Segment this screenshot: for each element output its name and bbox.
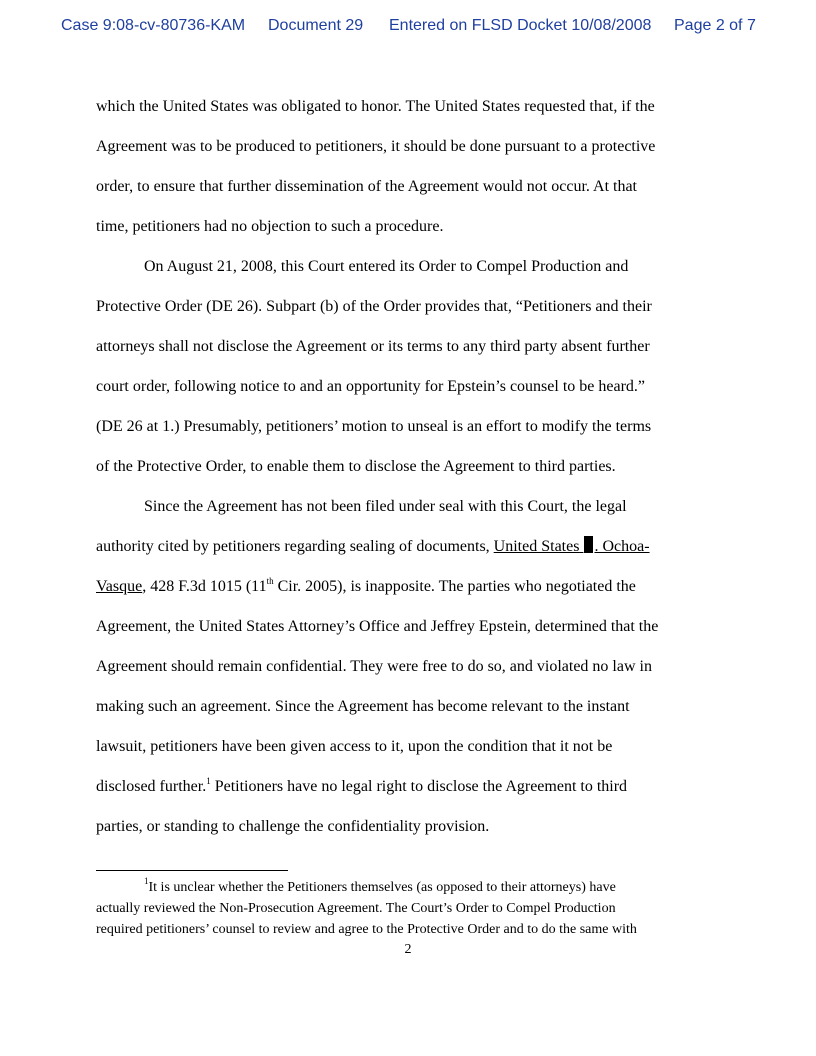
footnote-divider <box>96 870 288 871</box>
header-entered: Entered on FLSD Docket 10/08/2008 <box>389 17 652 34</box>
body-line-6: Protective Order (DE 26). Subpart (b) of the Order provides that, “Petitioners and their <box>96 298 652 315</box>
body-line-1: which the United States was obligated to honor. The United States requested that, if the <box>96 98 655 115</box>
line18-text-post: Petitioners have no legal right to disclose the Agreement to third <box>210 778 628 795</box>
body-line-4: time, petitioners had no objection to such a procedure. <box>96 218 444 235</box>
footnote-line-3: required petitioners’ counsel to review and agree to the Protective Order and to do the same with <box>96 922 637 937</box>
header-page: Page 2 of 7 <box>674 17 756 34</box>
footnote <box>96 877 720 940</box>
footnote-marker: 1 <box>144 876 149 886</box>
footnote-line-2: actually reviewed the Non-Prosecution Agreement. The Court’s Order to Compel Production <box>96 901 616 916</box>
header-case-number: Case 9:08-cv-80736-KAM <box>61 17 246 34</box>
redaction-block <box>584 536 593 553</box>
body-line-18 <box>96 771 720 811</box>
citation-text-post: Cir. 2005), is inapposite. The parties who negotiated the <box>273 578 636 595</box>
body-line-2: Agreement was to be produced to petitioners, it should be done pursuant to a protective <box>96 138 656 155</box>
footnote-reference: 1 <box>206 776 211 786</box>
footnote-line-1: $^1$It is unclear whether the Petitioners themselves (as opposed to their attorneys) have <box>144 876 616 895</box>
line12-text: authority cited by petitioners regarding sealing of documents, <box>96 538 494 555</box>
case-citation-ochoa: . Ochoa- <box>594 538 650 555</box>
body-line-19: parties, or standing to challenge the confidentiality provision. <box>96 818 490 835</box>
body-line-10: of the Protective Order, to enable them to disclose the Agreement to third parties. <box>96 458 616 475</box>
line18-text: disclosed further. <box>96 778 207 795</box>
body-line-17: lawsuit, petitioners have been given access to it, upon the condition that it not be <box>96 738 613 755</box>
body-line-15: Agreement should remain confidential. They were free to do so, and violated no law in <box>96 658 652 675</box>
body-line-14: Agreement, the United States Attorney’s Office and Jeffrey Epstein, determined that the <box>96 618 659 635</box>
body-text <box>96 91 720 851</box>
page-number: 2 <box>404 942 412 957</box>
body-line-3: order, to ensure that further dissemination of the Agreement would not occur. At that <box>96 178 637 195</box>
body-line-9: (DE 26 at 1.) Presumably, petitioners’ motion to unseal is an effort to modify the terms <box>96 418 652 435</box>
body-line-13 <box>96 571 720 611</box>
citation-text: , 428 F.3d 1015 (11 <box>142 578 267 595</box>
body-line-8: court order, following notice to and an opportunity for Epstein’s counsel to be heard.” <box>96 378 645 395</box>
body-line-11: Since the Agreement has not been filed under seal with this Court, the legal <box>144 498 627 515</box>
case-citation-vasque: Vasque <box>96 578 143 595</box>
body-line-12 <box>96 531 720 571</box>
ordinal-superscript: th <box>266 576 274 586</box>
header-document: Document 29 <box>268 17 364 34</box>
docket-header <box>0 17 816 39</box>
body-line-16: making such an agreement. Since the Agreement has become relevant to the instant <box>96 698 630 715</box>
case-citation-united-states: United States <box>493 538 580 555</box>
body-line-5: On August 21, 2008, this Court entered its Order to Compel Production and <box>144 258 629 275</box>
body-line-7: attorneys shall not disclose the Agreement or its terms to any third party absent further <box>96 338 650 355</box>
